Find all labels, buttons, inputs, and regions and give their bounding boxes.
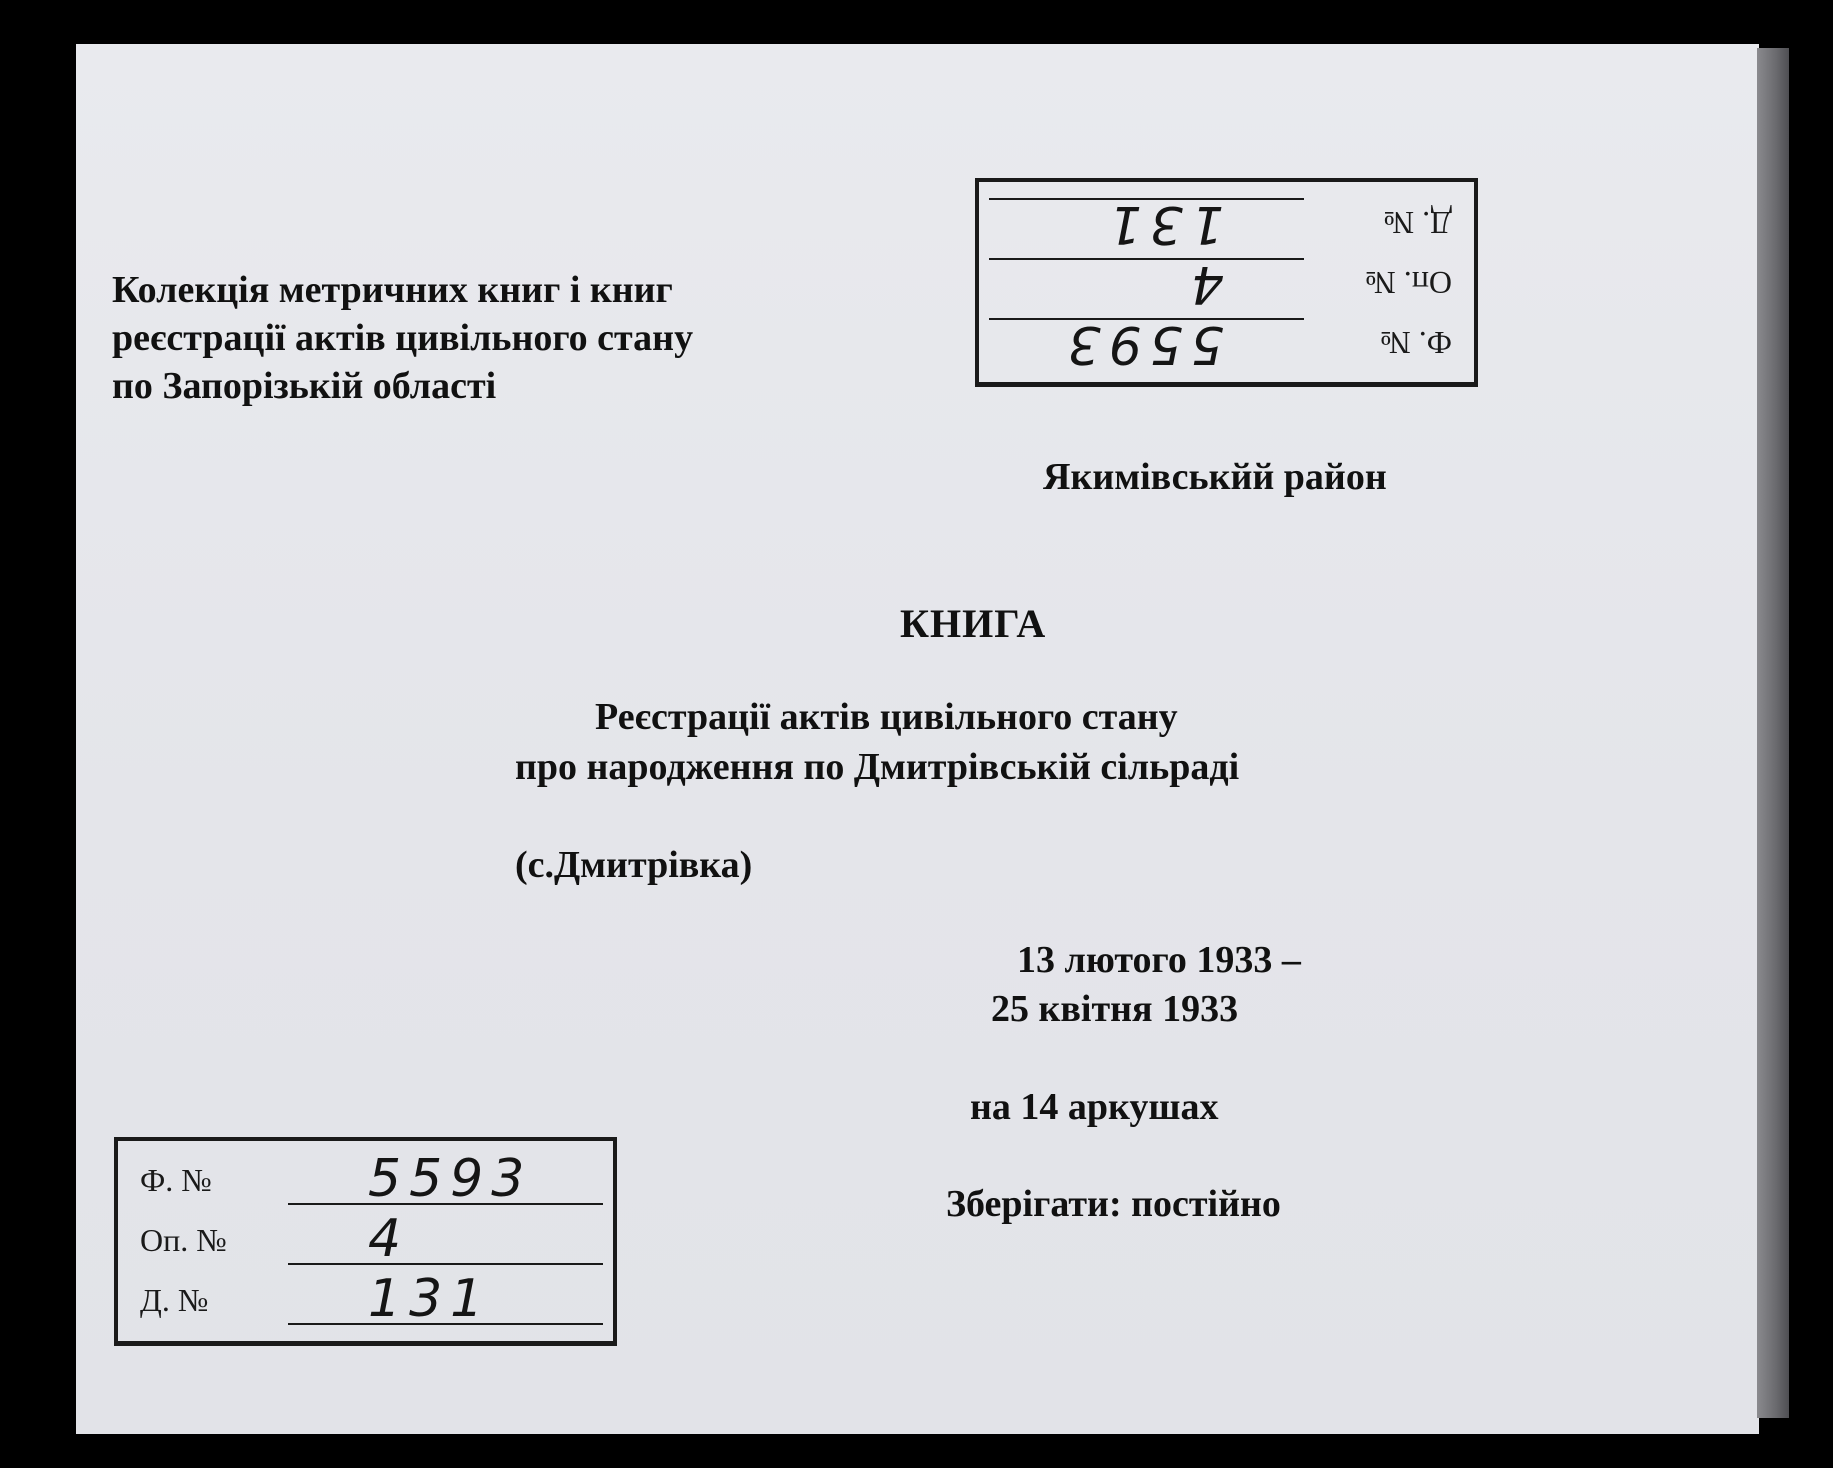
date-to: 25 квітня 1933: [991, 988, 1239, 1030]
delo-label: Д. №: [1383, 205, 1452, 241]
stamp-row-opis: [118, 1209, 613, 1269]
stamp-row-opis: [979, 254, 1474, 314]
archive-stamp-top: [975, 178, 1478, 387]
subtitle-line-2: про народження по Дмитрівській сільраді: [515, 746, 1240, 788]
opis-line: [989, 258, 1304, 260]
collection-line-2: реєстрації актів цивільного стану: [112, 317, 694, 359]
opis-label: Оп. №: [140, 1222, 227, 1258]
archive-stamp-bottom: [114, 1137, 617, 1346]
page-edge: [1757, 48, 1789, 1418]
collection-title: [112, 266, 693, 410]
stamp-row-delo: [979, 194, 1474, 254]
date-from: 13 лютого 1933 –: [1017, 939, 1301, 981]
delo-value: 131: [368, 1269, 492, 1329]
opis-label: Оп. №: [1365, 265, 1452, 301]
retention-note: Зберігати: постійно: [946, 1183, 1281, 1225]
delo-label: Д. №: [140, 1282, 209, 1318]
delo-value: 131: [1100, 194, 1224, 254]
book-title: КНИГА: [900, 601, 1047, 646]
fond-value: 5593: [1059, 314, 1224, 374]
fond-value: 5593: [368, 1149, 533, 1209]
village: (с.Дмитрівка): [515, 844, 753, 886]
subtitle-line-1: Реєстрації актів цивільного стану: [595, 696, 1178, 738]
stamp-row-fond: [979, 314, 1474, 374]
collection-line-3: по Запорізькій області: [112, 365, 497, 407]
fond-label: Ф. №: [140, 1162, 212, 1198]
opis-value: 4: [1182, 254, 1224, 314]
opis-value: 4: [368, 1209, 410, 1269]
stamp-row-fond: [118, 1149, 613, 1209]
district: Якимівськйй район: [1043, 456, 1387, 498]
stamp-row-delo: [118, 1269, 613, 1329]
fond-label: Ф. №: [1380, 325, 1452, 361]
collection-line-1: Колекція метричних книг і книг: [112, 269, 673, 311]
sheet-count: на 14 аркушах: [970, 1086, 1219, 1128]
opis-line: [288, 1263, 603, 1265]
